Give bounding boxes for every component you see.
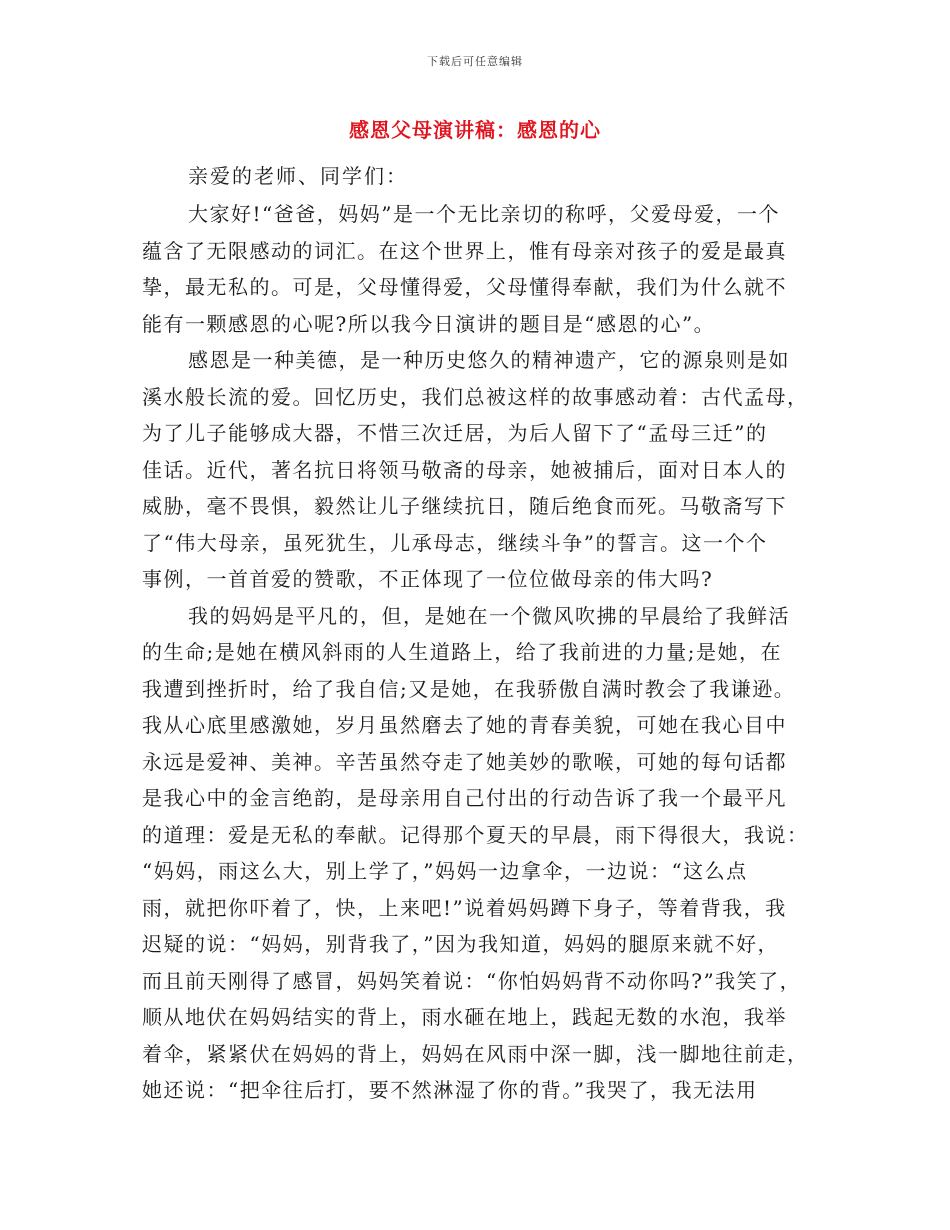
paragraph-line: 我从心底里感激她，岁月虽然磨去了她的青春美貌，可她在我心目中 (142, 713, 787, 737)
paragraph-line: 雨，就把你吓着了，快，上来吧!”说着妈妈蹲下身子，等着背我，我 (142, 895, 787, 920)
paragraph-first-line: 感恩是一种美德，是一种历史悠久的精神遗产，它的源泉则是如 (188, 348, 790, 372)
paragraph-first-line: 大家好!“爸爸，妈妈”是一个无比亲切的称呼，父爱母爱，一个 (188, 202, 780, 226)
paragraph-line: 蕴含了无限感动的词汇。在这个世界上，惟有母亲对孩子的爱是最真 (142, 238, 787, 263)
paragraph-line: 是我心中的金言绝韵，是母亲用自己付出的行动告诉了我一个最平凡 (142, 786, 787, 810)
paragraph-line: 溪水般长流的爱。回忆历史，我们总被这样的故事感动着：古代孟母， (142, 384, 809, 409)
paragraph-line: 我遭到挫折时，给了我自信;又是她，在我骄傲自满时教会了我谦逊。 (142, 676, 796, 701)
salutation: 亲爱的老师、同学们： (188, 164, 408, 188)
paragraph-line: 的生命;是她在横风斜雨的人生道路上，给了我前进的力量;是她，在 (142, 640, 782, 664)
paragraph-line: 她还说：“把伞往后打，要不然淋湿了你的背。”我哭了，我无法用 (142, 1078, 758, 1102)
paragraph-line: 事例，一首首爱的赞歌，不正体现了一位位做母亲的伟大吗? (142, 567, 714, 591)
paragraph-first-line: 我的妈妈是平凡的，但，是她在一个微风吹拂的早晨给了我鲜活 (188, 603, 790, 628)
paragraph-line: 永远是爱神、美神。辛苦虽然夺走了她美妙的歌喉，可她的每句话都 (142, 749, 787, 774)
paragraph-line: 顺从地伏在妈妈结实的背上，雨水砸在地上，践起无数的水泡，我举 (142, 1005, 787, 1029)
paragraph-line: 了“伟大母亲，虽死犹生，儿承母志，继续斗争”的誓言。这一个个 (142, 530, 768, 555)
page-header-note: 下载后可任意编辑 (427, 55, 523, 68)
paragraph-line: 而且前天刚得了感冒，妈妈笑着说：“你怕妈妈背不动你吗?”我笑了， (142, 968, 802, 993)
paragraph-line: “妈妈，雨这么大，别上学了，”妈妈一边拿伞，一边说：“这么点 (142, 859, 748, 883)
paragraph-line: 威胁，毫不畏惧，毅然让儿子继续抗日，随后绝食而死。马敬斋写下 (142, 494, 787, 518)
paragraph-line: 迟疑的说：“妈妈，别背我了，”因为我知道，妈妈的腿原来就不好， (142, 932, 779, 956)
paragraph-line: 着伞，紧紧伏在妈妈的背上，妈妈在风雨中深一脚，浅一脚地往前走， (142, 1041, 809, 1066)
paragraph-line: 佳话。近代，著名抗日将领马敬斋的母亲，她被捕后，面对日本人的 (142, 457, 787, 482)
paragraph-line: 挚，最无私的。可是，父母懂得爱，父母懂得奉献，我们为什么就不 (142, 275, 787, 299)
paragraph-line: 为了儿子能够成大器，不惜三次迁居，为后人留下了“孟母三迁”的 (142, 421, 768, 445)
paragraph-line: 的道理：爱是无私的奉献。记得那个夏天的早晨，雨下得很大，我说： (142, 822, 809, 847)
document-title: 感恩父母演讲稿：感恩的心 (349, 118, 601, 142)
paragraph-line: 能有一颗感恩的心呢?所以我今日演讲的题目是“感恩的心”。 (142, 311, 716, 336)
